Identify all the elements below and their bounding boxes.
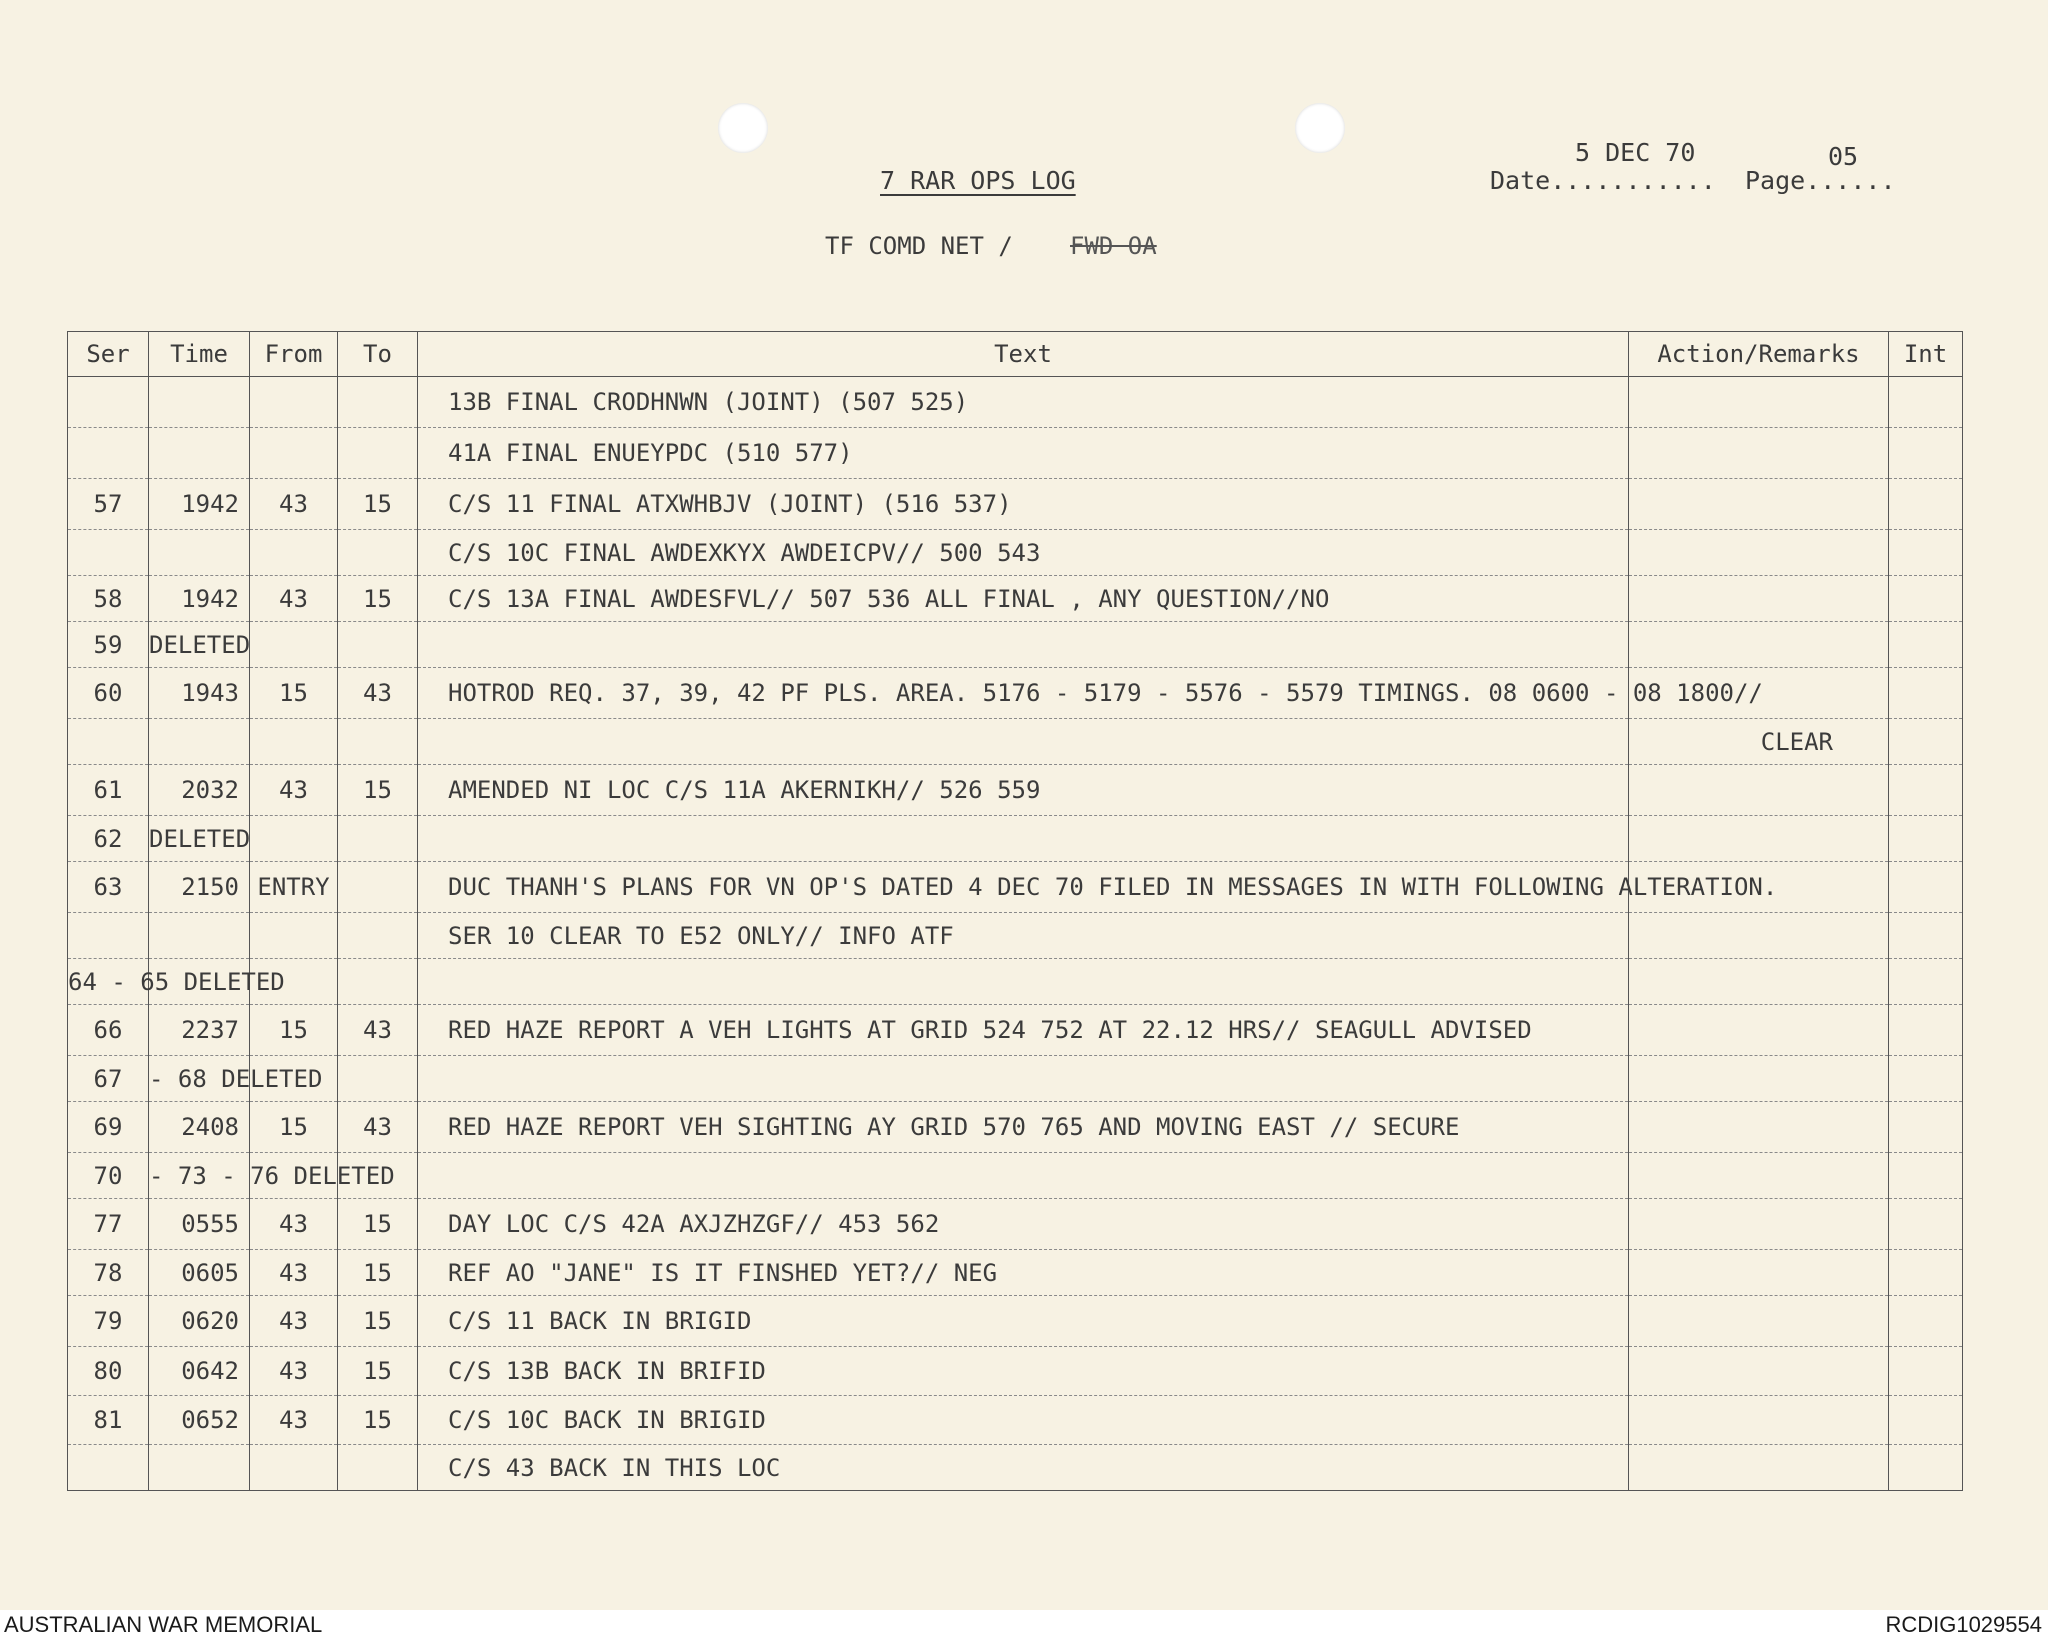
cell-from: 43: [250, 765, 338, 816]
cell-from: 43: [250, 1199, 338, 1250]
cell-text: 41A FINAL ENUEYPDC (510 577): [418, 428, 1629, 479]
col-header-int: Int: [1889, 332, 1963, 377]
cell-time: 0652: [149, 1396, 250, 1445]
cell-from: [250, 530, 338, 576]
cell-from: 43: [250, 1250, 338, 1296]
table-row: [68, 1199, 1963, 1250]
table-row: [68, 479, 1963, 530]
cell-to: 15: [338, 1296, 418, 1347]
cell-time: 0605: [149, 1250, 250, 1296]
cell-from: [250, 377, 338, 428]
table-row: [68, 719, 1963, 765]
cell-text: [418, 1153, 1629, 1199]
cell-int: [1889, 1102, 1963, 1153]
col-header-text: Text: [418, 332, 1629, 377]
cell-from: [250, 622, 338, 668]
date-label: Date...........: [1490, 166, 1716, 195]
cell-from: ENTRY: [250, 862, 338, 913]
cell-from: 43: [250, 1347, 338, 1396]
cell-int: [1889, 862, 1963, 913]
cell-to: [338, 428, 418, 479]
cell-to: [338, 530, 418, 576]
cell-action: [1629, 428, 1889, 479]
cell-action: CLEAR: [1629, 719, 1889, 765]
table-row: [68, 576, 1963, 622]
cell-ser: 81: [68, 1396, 149, 1445]
cell-int: [1889, 816, 1963, 862]
cell-ser: 62: [68, 816, 149, 862]
cell-time: 0555: [149, 1199, 250, 1250]
cell-ser: [68, 428, 149, 479]
table-row: [68, 862, 1963, 913]
cell-action: [1629, 1296, 1889, 1347]
cell-ser: 69: [68, 1102, 149, 1153]
cell-action: [1629, 576, 1889, 622]
punch-hole-left: [718, 103, 768, 153]
table-row: [68, 1102, 1963, 1153]
cell-time: [149, 1445, 250, 1491]
cell-ser: 77: [68, 1199, 149, 1250]
net-struck-text: FWD OA: [1070, 232, 1157, 260]
cell-text: HOTROD REQ. 37, 39, 42 PF PLS. AREA. 5176 - 5179 - 5576 - 5579 TIMINGS. 08 0600 - 08 1800//: [418, 668, 1629, 719]
table-row: [68, 1153, 1963, 1199]
cell-to: [338, 377, 418, 428]
cell-to: [338, 959, 418, 1005]
cell-ser: [68, 719, 149, 765]
table-row: [68, 668, 1963, 719]
cell-time: 2237: [149, 1005, 250, 1056]
cell-int: [1889, 1056, 1963, 1102]
table-row: [68, 428, 1963, 479]
cell-ser: 63: [68, 862, 149, 913]
cell-to: 15: [338, 1347, 418, 1396]
cell-action: [1629, 1102, 1889, 1153]
cell-from: [250, 428, 338, 479]
cell-int: [1889, 959, 1963, 1005]
cell-from: 15: [250, 1005, 338, 1056]
table-row: [68, 1250, 1963, 1296]
table-row: [68, 1445, 1963, 1491]
cell-to: 15: [338, 1250, 418, 1296]
cell-action: [1629, 1153, 1889, 1199]
table-row: [68, 959, 1963, 1005]
cell-int: [1889, 377, 1963, 428]
cell-action: [1629, 530, 1889, 576]
cell-time: [149, 377, 250, 428]
cell-ser: [68, 530, 149, 576]
log-title: 7 RAR OPS LOG: [880, 166, 1076, 195]
cell-text: C/S 43 BACK IN THIS LOC: [418, 1445, 1629, 1491]
cell-ser: [68, 1445, 149, 1491]
cell-int: [1889, 576, 1963, 622]
cell-text: C/S 13B BACK IN BRIFID: [418, 1347, 1629, 1396]
cell-text: C/S 10C FINAL AWDEXKYX AWDEICPV// 500 543: [418, 530, 1629, 576]
table-row: [68, 377, 1963, 428]
cell-to: [338, 622, 418, 668]
cell-time: 0620: [149, 1296, 250, 1347]
cell-text: C/S 11 BACK IN BRIGID: [418, 1296, 1629, 1347]
table-row: [68, 1296, 1963, 1347]
cell-to: 43: [338, 1102, 418, 1153]
cell-text: 13B FINAL CRODHNWN (JOINT) (507 525): [418, 377, 1629, 428]
cell-time: [149, 428, 250, 479]
cell-action: [1629, 622, 1889, 668]
cell-from: [250, 816, 338, 862]
net-label: TF COMD NET /: [825, 232, 1013, 260]
cell-text: C/S 10C BACK IN BRIGID: [418, 1396, 1629, 1445]
cell-int: [1889, 622, 1963, 668]
cell-ser: 79: [68, 1296, 149, 1347]
cell-ser: [68, 913, 149, 959]
cell-int: [1889, 1296, 1963, 1347]
cell-int: [1889, 719, 1963, 765]
cell-ser: 80: [68, 1347, 149, 1396]
col-header-to: To: [338, 332, 418, 377]
cell-ser: 67: [68, 1056, 149, 1102]
cell-ser: 64 - 65 DELETED: [68, 959, 149, 1005]
cell-to: 43: [338, 1005, 418, 1056]
cell-int: [1889, 668, 1963, 719]
table-row: [68, 816, 1963, 862]
cell-int: [1889, 1445, 1963, 1491]
cell-action: [1629, 377, 1889, 428]
punch-hole-right: [1295, 103, 1345, 153]
cell-action: [1629, 479, 1889, 530]
cell-from: 15: [250, 1102, 338, 1153]
cell-time: - 68 DELETED: [149, 1056, 250, 1102]
cell-action: [1629, 765, 1889, 816]
cell-to: [338, 913, 418, 959]
footer-source-label: AUSTRALIAN WAR MEMORIAL: [4, 1612, 323, 1637]
cell-from: 43: [250, 576, 338, 622]
cell-to: 15: [338, 765, 418, 816]
date-value: 5 DEC 70: [1575, 138, 1696, 167]
cell-int: [1889, 530, 1963, 576]
cell-action: [1629, 816, 1889, 862]
col-header-from: From: [250, 332, 338, 377]
table-row: [68, 622, 1963, 668]
table-row: [68, 1005, 1963, 1056]
page-value: 05: [1828, 142, 1859, 171]
cell-ser: 70: [68, 1153, 149, 1199]
cell-text: SER 10 CLEAR TO E52 ONLY// INFO ATF: [418, 913, 1629, 959]
ops-log-table: [67, 331, 1963, 1491]
cell-to: 15: [338, 1396, 418, 1445]
table-body: [68, 377, 1963, 1491]
cell-action: [1629, 1445, 1889, 1491]
cell-to: 15: [338, 1199, 418, 1250]
cell-time: 2032: [149, 765, 250, 816]
cell-ser: 66: [68, 1005, 149, 1056]
footer-id-label: RCDIG1029554: [1885, 1612, 2042, 1637]
cell-text: C/S 13A FINAL AWDESFVL// 507 536 ALL FINAL , ANY QUESTION//NO: [418, 576, 1629, 622]
table-row: [68, 1056, 1963, 1102]
table-header-row: [68, 332, 1963, 377]
cell-ser: 60: [68, 668, 149, 719]
cell-time: DELETED: [149, 816, 250, 862]
cell-int: [1889, 765, 1963, 816]
cell-to: 15: [338, 576, 418, 622]
cell-to: 43: [338, 668, 418, 719]
cell-text: RED HAZE REPORT VEH SIGHTING AY GRID 570 765 AND MOVING EAST // SECURE: [418, 1102, 1629, 1153]
cell-int: [1889, 913, 1963, 959]
cell-text: [418, 816, 1629, 862]
page-label: Page......: [1745, 166, 1896, 195]
cell-time: 0642: [149, 1347, 250, 1396]
table-row: [68, 913, 1963, 959]
cell-from: 15: [250, 668, 338, 719]
cell-to: [338, 862, 418, 913]
cell-time: 2150: [149, 862, 250, 913]
cell-time: [149, 913, 250, 959]
cell-text: DAY LOC C/S 42A AXJZHZGF// 453 562: [418, 1199, 1629, 1250]
col-header-action: Action/Remarks: [1629, 332, 1889, 377]
cell-time: 2408: [149, 1102, 250, 1153]
cell-time: DELETED: [149, 622, 250, 668]
cell-int: [1889, 479, 1963, 530]
cell-int: [1889, 1005, 1963, 1056]
col-header-ser: Ser: [68, 332, 149, 377]
cell-text: [418, 1056, 1629, 1102]
cell-time: [149, 530, 250, 576]
cell-text: [418, 719, 1629, 765]
table-row: [68, 765, 1963, 816]
table-row: [68, 1347, 1963, 1396]
col-header-time: Time: [149, 332, 250, 377]
cell-time: [149, 719, 250, 765]
cell-to: [338, 719, 418, 765]
cell-ser: 78: [68, 1250, 149, 1296]
cell-from: [250, 1445, 338, 1491]
cell-action: [1629, 1056, 1889, 1102]
table-row: [68, 530, 1963, 576]
cell-int: [1889, 1199, 1963, 1250]
cell-action: [1629, 1005, 1889, 1056]
table-row: [68, 1396, 1963, 1445]
cell-to: [338, 1056, 418, 1102]
cell-text: RED HAZE REPORT A VEH LIGHTS AT GRID 524 752 AT 22.12 HRS// SEAGULL ADVISED: [418, 1005, 1629, 1056]
cell-ser: 59: [68, 622, 149, 668]
cell-text: C/S 11 FINAL ATXWHBJV (JOINT) (516 537): [418, 479, 1629, 530]
cell-ser: 58: [68, 576, 149, 622]
cell-time: - 73 - 76 DELETED: [149, 1153, 250, 1199]
cell-ser: [68, 377, 149, 428]
cell-text: [418, 622, 1629, 668]
cell-text: DUC THANH'S PLANS FOR VN OP'S DATED 4 DEC 70 FILED IN MESSAGES IN WITH FOLLOWING ALTERATION.: [418, 862, 1629, 913]
cell-action: [1629, 1250, 1889, 1296]
cell-text: AMENDED NI LOC C/S 11A AKERNIKH// 526 559: [418, 765, 1629, 816]
cell-action: [1629, 1396, 1889, 1445]
cell-action: [1629, 1347, 1889, 1396]
cell-from: 43: [250, 479, 338, 530]
cell-from: [250, 719, 338, 765]
cell-from: [250, 913, 338, 959]
cell-from: 43: [250, 1296, 338, 1347]
cell-time: 1943: [149, 668, 250, 719]
cell-int: [1889, 1153, 1963, 1199]
cell-from: 43: [250, 1396, 338, 1445]
cell-action: [1629, 959, 1889, 1005]
cell-action: [1629, 913, 1889, 959]
cell-to: [338, 816, 418, 862]
cell-ser: 61: [68, 765, 149, 816]
cell-action: [1629, 1199, 1889, 1250]
cell-int: [1889, 1347, 1963, 1396]
cell-int: [1889, 1396, 1963, 1445]
cell-to: [338, 1445, 418, 1491]
cell-ser: 57: [68, 479, 149, 530]
cell-int: [1889, 428, 1963, 479]
cell-text: [418, 959, 1629, 1005]
cell-text: REF AO "JANE" IS IT FINSHED YET?// NEG: [418, 1250, 1629, 1296]
cell-to: 15: [338, 479, 418, 530]
cell-int: [1889, 1250, 1963, 1296]
cell-time: 1942: [149, 576, 250, 622]
cell-time: 1942: [149, 479, 250, 530]
